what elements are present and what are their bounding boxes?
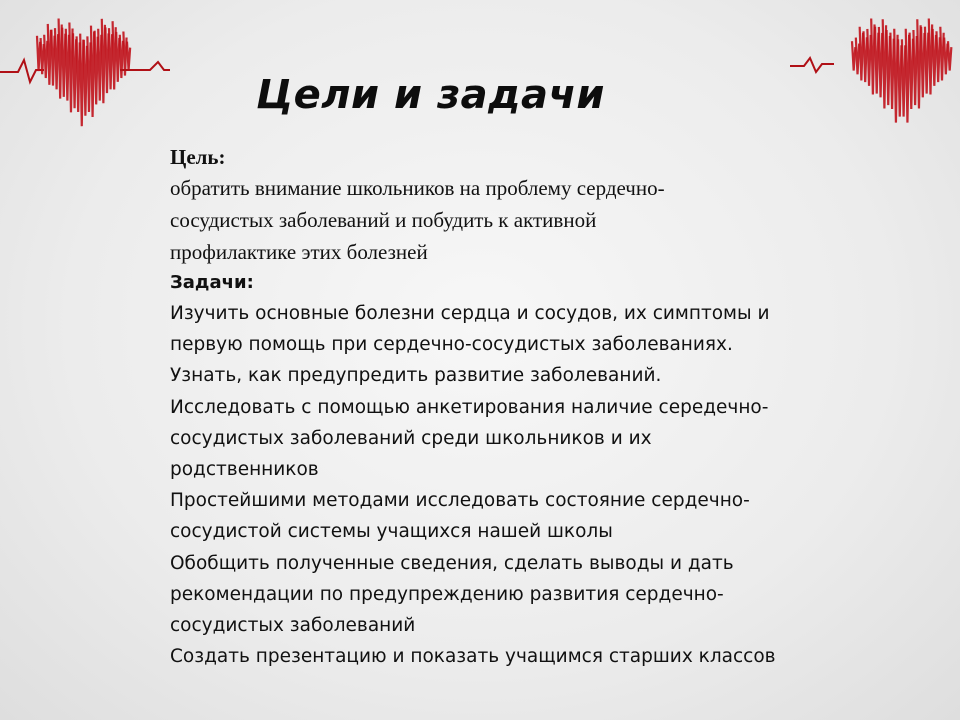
heartbeat-spike — [898, 39, 901, 116]
heartbeat-spike — [77, 36, 80, 112]
task-item: Создать презентацию и показать учащимся старших классов — [170, 646, 776, 668]
heartbeat-spike — [109, 28, 112, 89]
heartbeat-heart-icon-right — [790, 0, 960, 140]
heartbeat-spike — [127, 42, 130, 71]
heartbeat-spike — [120, 35, 123, 78]
heartbeat-spike — [913, 30, 916, 105]
heartbeat-spike — [948, 41, 951, 70]
slide-content — [170, 142, 890, 672]
heartbeat-spike — [906, 29, 909, 123]
heartbeat-spike — [98, 29, 101, 101]
goal-text: обратить внимание школьников на проблему сердечно- сосудистых заболеваний и побудить к активной профилактике этих болезней — [170, 176, 665, 264]
heartbeat-spike — [933, 29, 936, 86]
heartbeat-spike — [51, 30, 54, 86]
heartbeat-spike — [95, 31, 98, 105]
task-item: Простейшими методами исследовать состояние сердечно- сосудистой системы учащихся нашей школы — [170, 490, 750, 543]
heartbeat-spike — [55, 28, 58, 89]
heartbeat-spike — [44, 35, 47, 78]
heartbeat-spike — [91, 26, 94, 117]
heartbeat-spike — [940, 27, 943, 81]
heartbeat-heart-icon-left — [0, 0, 170, 140]
task-item: Исследовать с помощью анкетирования наличие середечно- сосудистых заболеваний среди школьников и их родственников — [170, 396, 769, 481]
heartbeat-spike — [864, 31, 867, 82]
heartbeat-spike — [41, 38, 44, 74]
heartbeat-spike — [84, 40, 87, 116]
heartbeat-spike — [902, 39, 905, 116]
task-item: Узнать, как предупредить развитие заболеваний. — [170, 365, 662, 387]
heartbeat-spike — [62, 28, 65, 97]
heartbeat-spike — [105, 27, 108, 93]
heartbeat-spike — [890, 33, 893, 109]
task-item: Обобщить полученные сведения, сделать выводы и дать рекомендации по предупреждению развития сердечно- сосудистых заболеваний — [170, 552, 734, 637]
heartbeat-spike — [875, 27, 878, 94]
heartbeat-spike — [879, 27, 882, 97]
heartbeat-spike — [860, 27, 863, 81]
heartbeat-spike — [917, 19, 920, 108]
heartbeat-spike — [66, 29, 69, 101]
heartbeat-spike — [87, 36, 90, 112]
heartbeat-spike — [852, 41, 855, 70]
heartbeat-spike — [887, 30, 890, 105]
heartbeat-spike — [925, 27, 928, 94]
heartbeat-spike — [856, 38, 859, 75]
slide-title: Цели и задачи — [256, 72, 605, 118]
heartbeat-spike — [113, 21, 116, 89]
goal-heading: Цель: — [170, 145, 226, 169]
heartbeat-spike — [921, 27, 924, 97]
heartbeat-spike — [867, 29, 870, 86]
heartbeat-spike — [936, 31, 939, 82]
heartbeat-spike — [910, 33, 913, 109]
task-item: Изучить основные болезни сердца и сосудов, их симптомы и первую помощь при сердечно-сосудистых заболеваниях. — [170, 303, 770, 356]
tasks-heading: Задачи: — [170, 272, 254, 293]
